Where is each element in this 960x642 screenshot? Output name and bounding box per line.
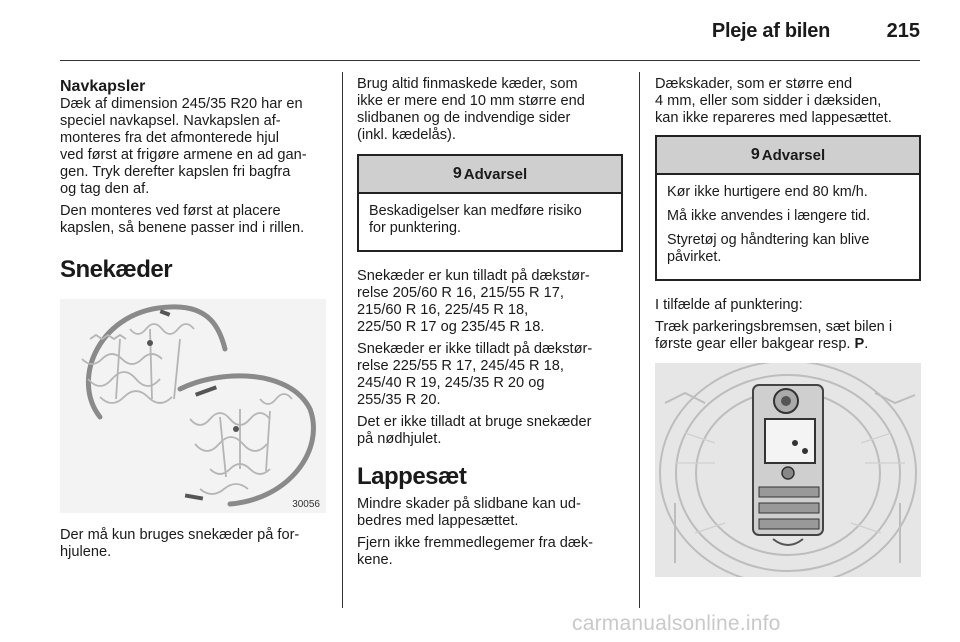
page-number: 215 xyxy=(886,20,920,42)
paragraph-hubcap-removal: Dæk af dimension 245/35 R20 har en speciel navkapsel. Navkapslen af- monteres fra det afmonterede hjul ved først at frigøre armene en ad gan- gen. Tryk derefter kapslen fri bagfra og tag den af. xyxy=(60,96,307,197)
warning-header xyxy=(657,137,919,175)
column-divider xyxy=(342,72,343,608)
snow-chains-drawing xyxy=(60,299,326,513)
page-title: Pleje af bilen xyxy=(711,20,830,42)
column-1 xyxy=(60,76,326,566)
warning-box xyxy=(655,135,921,281)
paragraph-foreign-objects: Fjern ikke fremmedlegemer fra dæk- kene. xyxy=(357,535,594,568)
header-rule xyxy=(60,60,920,61)
column-2 xyxy=(357,76,623,574)
column-3 xyxy=(655,76,921,577)
warning-header xyxy=(359,156,621,194)
column-divider xyxy=(639,72,640,608)
heading-navkapsler: Navkapsler xyxy=(60,78,146,95)
paragraph-hubcap-mounting: Den monteres ved først at placere kapslen, så benene passer ind i rillen. xyxy=(60,203,305,236)
paragraph-repair-kit: Mindre skader på slidbane kan ud- bedres med lappesættet. xyxy=(357,496,581,529)
page-header xyxy=(60,14,920,54)
paragraph-puncture-intro: I tilfælde af punktering: xyxy=(655,297,803,313)
heading-lappesaet: Lappesæt xyxy=(357,463,467,490)
warning-body: Kør ikke hurtigere end 80 km/h. Må ikke anvendes i længere tid. Styretøj og håndtering kan blive påvirket. xyxy=(667,184,871,265)
repair-kit-illustration xyxy=(655,363,921,577)
warning-title: Advarsel xyxy=(761,146,826,164)
warning-body: Beskadigelser kan medføre risiko for punktering. xyxy=(369,203,582,236)
paragraph-chain-type: Brug altid finmaskede kæder, som ikke er mere end 10 mm større end slidbanen og de indvendige sider (inkl. kædelås). xyxy=(357,76,585,143)
paragraph-damage-limits: Dækskader, som er større end 4 mm, eller som sidder i dæksiden, kan ikke repareres med lappesættet. xyxy=(655,76,892,126)
warning-box xyxy=(357,154,623,252)
warning-symbol: 9 xyxy=(750,146,760,163)
image-code: 30056 xyxy=(292,499,320,510)
paragraph-disallowed-sizes: Snekæder er ikke tilladt på dækstør- relse 225/55 R 17, 245/45 R 18, 245/40 R 19, 245/35 R 20 og 255/35 R 20. xyxy=(357,341,593,408)
warning-title: Advarsel xyxy=(463,165,528,183)
paragraph-front-wheels-only: Der må kun bruges snekæder på for- hjulene. xyxy=(60,527,300,560)
paragraph-spare-wheel: Det er ikke tilladt at bruge snekæder på nødhjulet. xyxy=(357,414,592,447)
paragraph-parking-brake: Træk parkeringsbremsen, sæt bilen i første gear eller bakgear resp. P. xyxy=(655,319,893,352)
snow-chains-illustration xyxy=(60,299,326,513)
trunk-repair-kit-drawing xyxy=(655,363,921,577)
warning-symbol: 9 xyxy=(452,165,462,182)
heading-snekaeder: Snekæder xyxy=(60,256,173,283)
paragraph-allowed-sizes: Snekæder er kun tilladt på dækstør- relse 205/60 R 16, 215/55 R 17, 215/60 R 16, 225/45 R 18, 225/50 R 17 og 235/45 R 18. xyxy=(357,268,590,335)
watermark: carmanualsonline.info xyxy=(572,612,781,635)
